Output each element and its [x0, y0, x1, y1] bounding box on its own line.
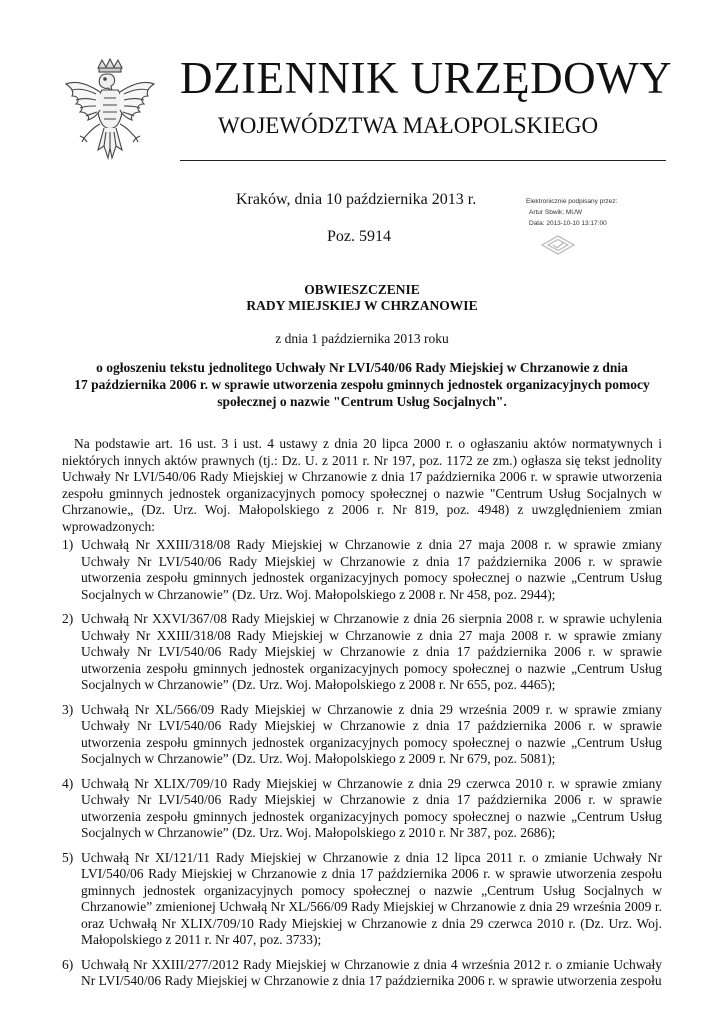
notice-issuer: RADY MIEJSKIEJ W CHRZANOWIE	[246, 298, 478, 313]
signature-signer: Artur Sbwik; MUW	[529, 209, 583, 216]
item-text: Uchwałą Nr XXIII/277/2012 Rady Miejskiej w Chrzanowie z dnia 4 września 2012 r. o zmianie Uchwały Nr LVI/540/06 Rady Miejskiej w Chrzanowie z dnia 17 października 2006 r. w sprawie utworzenia zespołu	[81, 956, 662, 988]
intro-paragraph: Na podstawie art. 16 ust. 3 i ust. 4 ustawy z dnia 20 lipca 2000 r. o ogłaszaniu aktów normatywnych i niektórych innych aktów prawnych (tj.: Dz. U. z 2011 r. Nr 197, poz. 1172 ze zm.) ogłasza się tekst jednolity Uchwały Nr LVI/540/06 Rady Miejskiej w Chrzanowie z dnia 17 października 2006 r. w sprawie utworzenia zespołu gminnych jednostek organizacyjnych pomocy społecznej o nazwie "Centrum Usług Socjalnych w Chrzanowie„ (Dz. Urz. Woj. Małopolskiego z 2006 r. Nr 819, poz. 4948) z uwzględnieniem zmian wprowadzonych:	[62, 436, 662, 534]
item-number: 5)	[62, 849, 74, 865]
item-number: 1)	[62, 537, 74, 552]
subject-line: o ogłoszeniu tekstu jednolitego Uchwały Nr LVI/540/06 Rady Miejskiej w Chrzanowie z dnia	[96, 360, 628, 375]
signature-check-icon	[540, 234, 576, 256]
item-number: 3)	[62, 701, 74, 717]
place-date: Kraków, dnia 10 października 2013 r.	[236, 191, 477, 208]
masthead-divider	[180, 160, 666, 161]
electronic-signature	[526, 196, 656, 258]
signature-label: Elektronicznie podpisany przez:	[526, 198, 618, 205]
subject-line: 17 października 2006 r. w sprawie utworzenia zespołu gminnych jednostek organizacyjnych pomocy	[74, 377, 650, 392]
subject-line: społecznej o nazwie "Centrum Usług Socjalnych".	[217, 394, 507, 409]
list-item	[62, 957, 662, 990]
signature-date: Data: 2013-10-10 13:17:00	[529, 220, 607, 227]
item-number: 6)	[62, 956, 74, 972]
notice-heading: OBWIESZCZENIE	[304, 282, 420, 297]
item-text: Uchwałą Nr XL/566/09 Rady Miejskiej w Chrzanowie z dnia 29 września 2009 r. w sprawie zmiany Uchwały Nr LVI/540/06 Rady Miejskiej w Chrzanowie z dnia 17 października 2006 r. w sprawie utworzenia zespołu gminnych jednostek organizacyjnych pomocy społecznej o nazwie „Centrum Usług Socjalnych w Chrzanowie” (Dz. Urz. Woj. Małopolskiego z 2009 r. Nr 679, poz. 5081);	[81, 701, 662, 766]
polish-eagle-emblem-icon	[62, 58, 158, 168]
item-text: Uchwałą Nr XLIX/709/10 Rady Miejskiej w Chrzanowie z dnia 29 czerwca 2010 r. w sprawie zmiany Uchwały Nr LVI/540/06 Rady Miejskiej w Chrzanowie z dnia 17 października 2006 r. w sprawie utworzenia zespołu gminnych jednostek organizacyjnych pomocy społecznej o nazwie „Centrum Usług Socjalnych w Chrzanowie” (Dz. Urz. Woj. Małopolskiego z 2010 r. Nr 387, poz. 2686);	[81, 775, 662, 840]
item-number: 4)	[62, 775, 74, 791]
masthead-title: DZIENNIK URZĘDOWY	[180, 53, 673, 103]
amendments-list	[62, 537, 662, 998]
item-number: 2)	[62, 611, 74, 626]
list-item	[62, 850, 662, 949]
position-number: Poz. 5914	[327, 228, 391, 245]
item-text: Uchwałą Nr XI/121/11 Rady Miejskiej w Chrzanowie z dnia 12 lipca 2011 r. o zmianie Uchwały Nr LVI/540/06 Rady Miejskiej w Chrzanowie z dnia 17 października 2006 r. w sprawie utworzenia zespołu gminnych jednostek organizacyjnych pomocy społecznej o nazwie „Centrum Usług Socjalnych w Chrzanowie” zmienionej Uchwałą Nr XL/566/09 Rady Miejskiej w Chrzanowie z dnia 29 września 2009 r. oraz Uchwałą Nr XLIX/709/10 Rady Miejskiej w Chrzanowie z dnia 29 czerwca 2010 r. (Dz. Urz. Woj. Małopolskiego z 2011 r. Nr 407, poz. 3733);	[81, 849, 662, 947]
item-text: Uchwałą Nr XXVI/367/08 Rady Miejskiej w Chrzanowie z dnia 26 sierpnia 2008 r. w sprawie uchylenia Uchwały Nr XXIII/318/08 Rady Miejskiej w Chrzanowie z dnia 27 maja 2008 r. w sprawie zmiany Uchwały Nr LVI/540/06 Rady Miejskiej w Chrzanowie z dnia 17 października 2006 r. w sprawie utworzenia zespołu gminnych jednostek organizacyjnych pomocy społecznej o nazwie „Centrum Usług Socjalnych w Chrzanowie” (Dz. Urz. Woj. Małopolskiego z 2008 r. Nr 655, poz. 4465);	[81, 611, 662, 692]
list-item	[62, 702, 662, 768]
notice-date: z dnia 1 października 2013 roku	[275, 331, 449, 346]
masthead-subtitle: WOJEWÓDZTWA MAŁOPOLSKIEGO	[218, 113, 599, 138]
list-item	[62, 611, 662, 694]
item-text: Uchwałą Nr XXIII/318/08 Rady Miejskiej w Chrzanowie z dnia 27 maja 2008 r. w sprawie zmiany Uchwały Nr LVI/540/06 Rady Miejskiej w Chrzanowie z dnia 17 października 2006 r. w sprawie utworzenia zespołu gminnych jednostek organizacyjnych pomocy społecznej o nazwie „Centrum Usług Socjalnych w Chrzanowie” (Dz. Urz. Woj. Małopolskiego z 2008 r. Nr 458, poz. 2944);	[81, 537, 662, 602]
list-item	[62, 776, 662, 842]
list-item	[62, 537, 662, 603]
notice-subject	[62, 359, 662, 410]
